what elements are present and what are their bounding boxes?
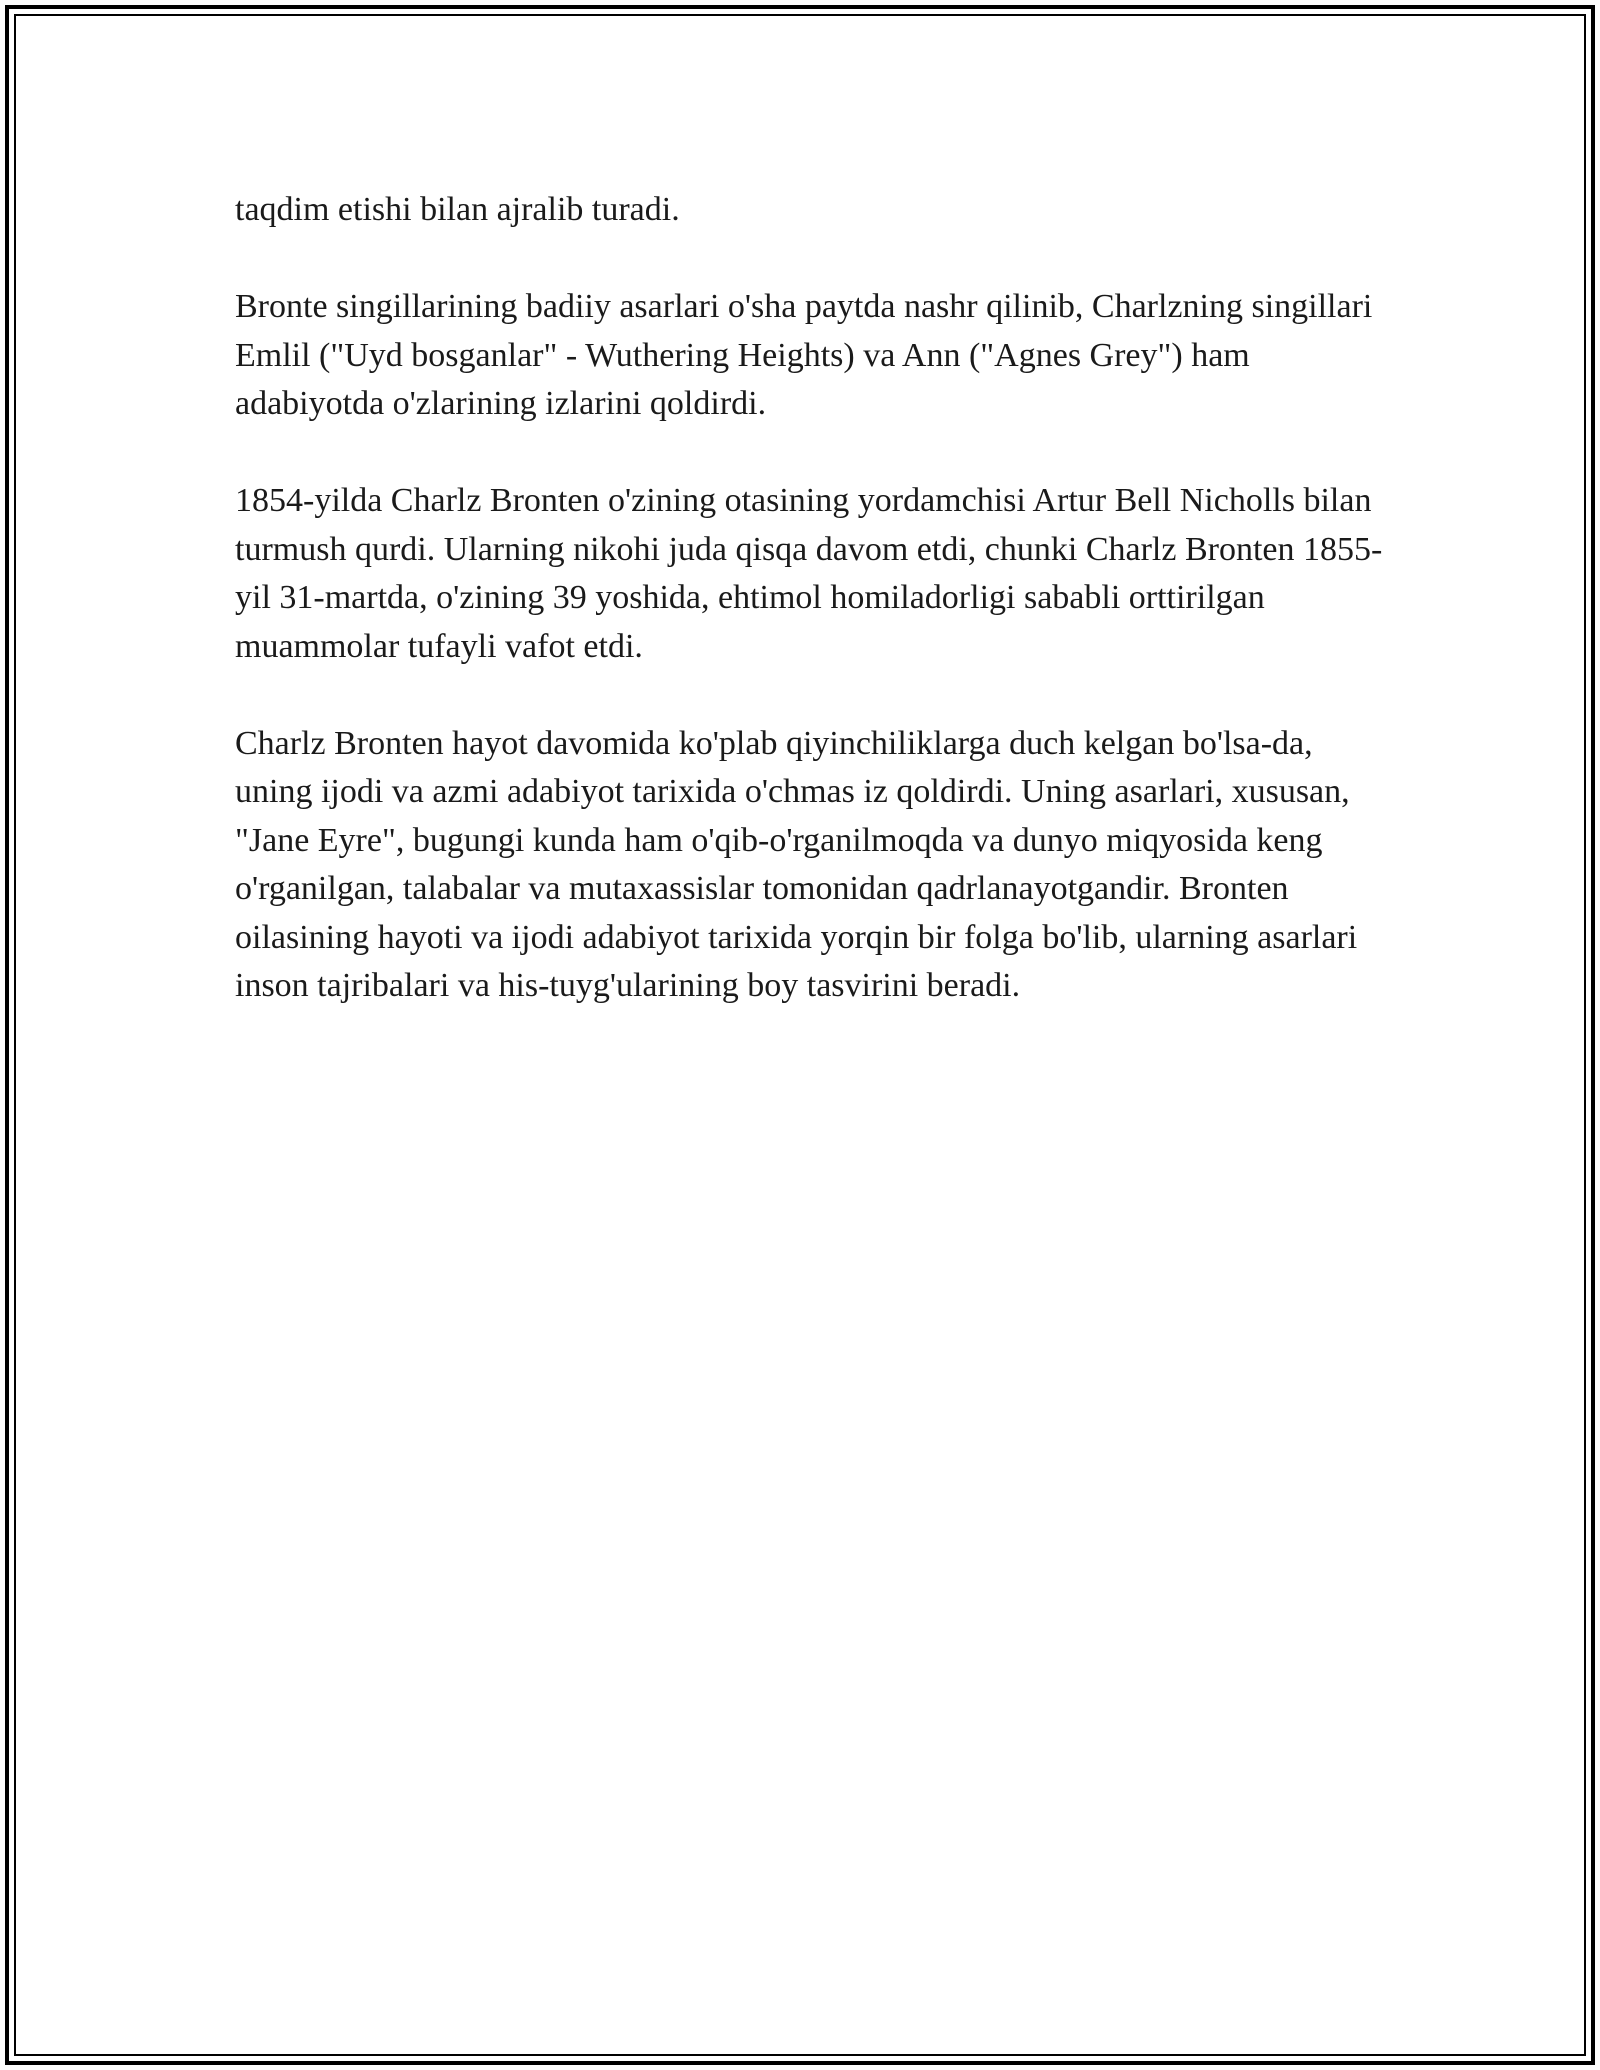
paragraph-4: Charlz Bronten hayot davomida ko'plab qiyinchiliklarga duch kelgan bo'lsa-da, uning ijodi va azmi adabiyot tarixida o'chmas iz qoldirdi. Uning asarlari, xususan, "Jane Eyre", bugungi kunda ham o'qib-o'rganilmoqda va dunyo miqyosida keng o'rganilgan, talabalar va mutaxassislar tomonidan qadrlanayotgandir. Bronten oilasining hayoti va ijodi adabiyot tarixida yorqin bir folga bo'lib, ularning asarlari inson tajribalari va his-tuyg'ularining boy tasvirini beradi. <box>235 724 1358 1004</box>
document-body <box>235 186 1385 1059</box>
paragraph-2: Bronte singillarining badiiy asarlari o'sha paytda nashr qilinib, Charlzning singillari Emlil ("Uyd bosganlar" - Wuthering Heights) va Ann ("Agnes Grey") ham adabiyotda o'zlarining izlarini qoldirdi. <box>235 288 1373 422</box>
paragraph-1: taqdim etishi bilan ajralib turadi. <box>235 191 680 228</box>
paragraph-3: 1854-yilda Charlz Bronten o'zining otasining yordamchisi Artur Bell Nicholls bilan turmush qurdi. Ularning nikohi juda qisqa davom etdi, chunki Charlz Bronten 1855-yil 31-martda, o'zining 39 yoshida, ehtimol homiladorligi sababli orttirilgan muammolar tufayli vafot etdi. <box>235 482 1383 665</box>
